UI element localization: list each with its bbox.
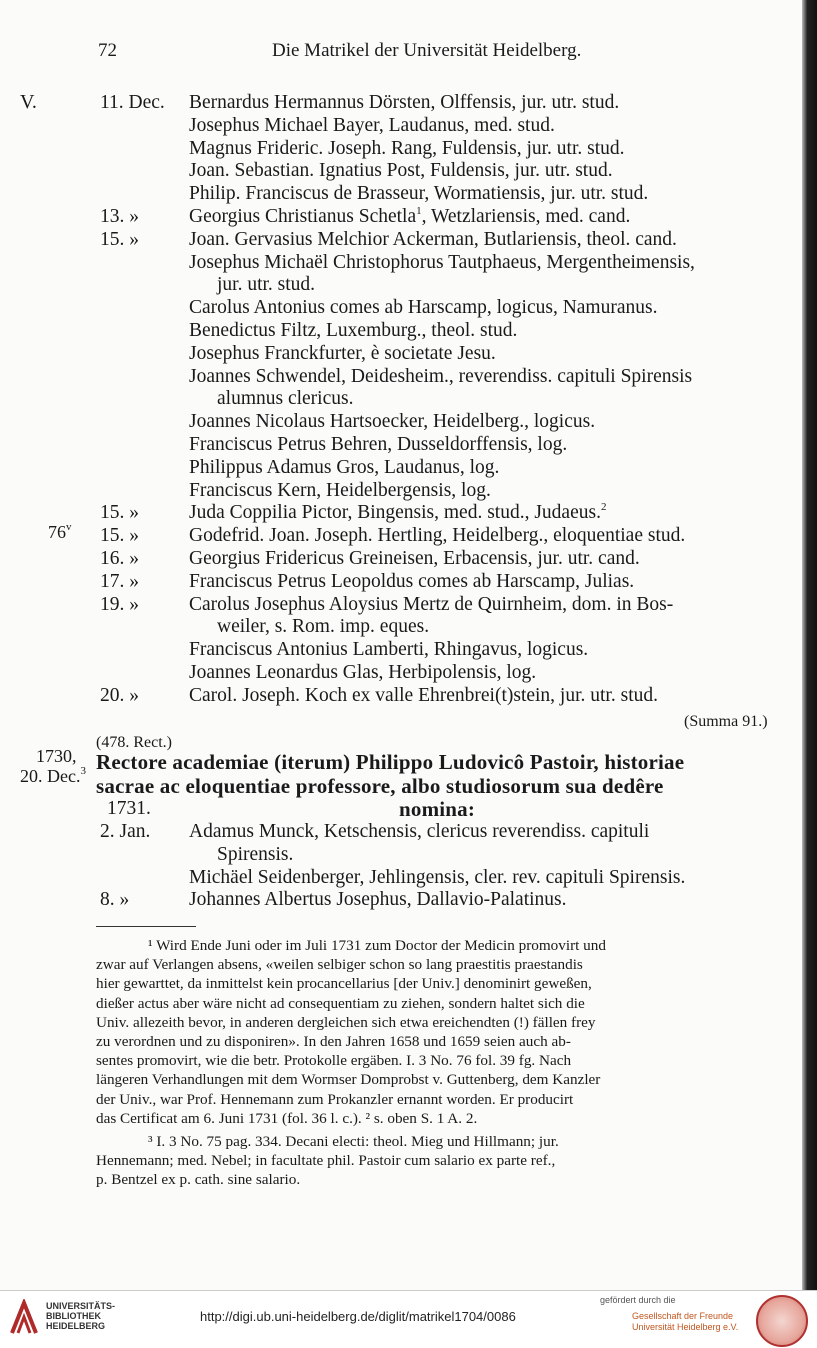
entry-text: Joannes Nicolaus Hartsoecker, Heidelberg., logicus. (189, 411, 596, 433)
source-url-link[interactable]: http://digi.ub.uni-heidelberg.de/diglit/matrikel1704/0086 (200, 1309, 516, 1324)
entry-text: Carol. Joseph. Koch ex valle Ehrenbrei(t)stein, jur. utr. stud. (189, 684, 658, 706)
entry-date: 11. Dec. (100, 92, 165, 113)
entry-text: Godefrid. Joan. Joseph. Hertling, Heidelberg., eloquentiae stud. (189, 525, 686, 547)
entry-date: 2. Jan. (100, 821, 151, 842)
university-seal-icon (756, 1295, 808, 1347)
sponsor-name: Gesellschaft der Freunde Universität Heidelberg e.V. (632, 1311, 739, 1332)
entry-text: Magnus Frideric. Joseph. Rang, Fuldensis, jur. utr. stud. (189, 137, 625, 159)
margin-year: 1730, (36, 746, 77, 766)
footnote-rule (96, 926, 196, 927)
entry-text: Spirensis. (217, 843, 294, 865)
entry-text: Juda Coppilia Pictor, Bingensis, med. stud., Judaeus.$^2$ (189, 501, 607, 524)
entry-text: Philippus Adamus Gros, Laudanus, log. (189, 456, 500, 478)
entry-date: 13. » (100, 206, 139, 227)
margin-folio: 76$^v$ (48, 521, 72, 542)
library-name: UNIVERSITÄTS- BIBLIOTHEK HEIDELBERG (46, 1301, 116, 1331)
entry-text: Josephus Michael Bayer, Laudanus, med. stud. (189, 114, 555, 136)
entry-text: Adamus Munck, Ketschensis, clericus reverendiss. capituli (189, 821, 650, 842)
margin-date: 20. Dec.$^3$ (20, 765, 86, 786)
footnote-line: zwar auf Verlangen absens, «weilen selbiger schon so lang praestitis praestandis (96, 956, 583, 974)
entry-date: 15. » (100, 228, 139, 250)
rect-number: (478. Rect.) (96, 734, 172, 751)
page-number: 72 (98, 40, 117, 61)
footnote-line: der Univ., war Prof. Hennemann zum Prokanzler ernannt worden. Er producirt (96, 1090, 574, 1108)
entry-text: Benedictus Filtz, Luxemburg., theol. stud. (189, 320, 518, 341)
footnote-line: p. Bentzel ex p. cath. sine salario. (96, 1171, 301, 1189)
entry-date: 15. » (100, 502, 139, 524)
page-edge (802, 0, 817, 1290)
entry-text: Franciscus Petrus Behren, Dusseldorffensis, log. (189, 434, 568, 455)
entry-text: Joan. Gervasius Melchior Ackerman, Butlariensis, theol. cand. (189, 228, 677, 250)
summa: (Summa 91.) (684, 713, 768, 730)
entry-text: alumnus clericus. (217, 388, 354, 410)
footnote-line: hier gewarttet, da inmittelst kein procancellarius [der Univ.] denominirt geweßen, (96, 975, 592, 993)
footnote-line: dießer actus aber wäre nicht ad consequentiam zu ziehen, sondern haltet sich die (96, 994, 585, 1012)
rector-heading-line2: sacrae ac eloquentiae professore, albo studiosorum sua dedêre (96, 774, 664, 798)
rector-heading-line1: Rectore academiae (iterum) Philippo Ludovicô Pastoir, historiae (96, 750, 685, 774)
library-logo-icon (10, 1299, 38, 1335)
footnote-line: zu verordnen und zu disponiren». In den Jahren 1658 und 1659 seien auch ab- (96, 1033, 571, 1050)
entry-text: Franciscus Antonius Lamberti, Rhingavus, logicus. (189, 639, 589, 661)
entry-text: Josephus Michaël Christophorus Tautphaeus, Mergentheimensis, (189, 251, 695, 273)
heading-year: 1731. (107, 798, 151, 819)
entry-text: Georgius Fridericus Greineisen, Erbacensis, jur. utr. cand. (189, 548, 640, 569)
entry-text: Franciscus Kern, Heidelbergensis, log. (189, 479, 491, 501)
entry-text: Joannes Schwendel, Deidesheim., reverendiss. capituli Spirensis (189, 365, 693, 387)
footnote-line: ³ I. 3 No. 75 pag. 334. Decani electi: theol. Mieg und Hillmann; jur. (148, 1133, 559, 1150)
footnote-line: Hennemann; med. Nebel; in facultate phil. Pastoir cum salario ex parte ref., (96, 1152, 556, 1170)
entry-text: Michäel Seidenberger, Jehlingensis, cler. rev. capituli Spirensis. (189, 866, 686, 888)
entry-date: 8. » (100, 889, 130, 911)
footnote-line: das Certificat am 6. Juni 1731 (fol. 36 l. c.). ² s. oben S. 1 A. 2. (96, 1109, 478, 1127)
entry-text: Georgius Christianus Schetla$^1$, Wetzlariensis, med. cand. (189, 205, 631, 227)
entry-text: Carolus Josephus Aloysius Mertz de Quirnheim, dom. in Bos- (189, 593, 674, 615)
viewer-footer (0, 1290, 817, 1348)
entry-text: jur. utr. stud. (217, 274, 316, 296)
entry-date: 17. » (100, 570, 139, 592)
footnote-line: längeren Verhandlungen mit dem Wormser Domprobst v. Guttenberg, dem Kanzler (96, 1071, 601, 1089)
entry-text: Carolus Antonius comes ab Harscamp, logicus, Namuranus. (189, 297, 658, 319)
entry-date: 20. » (100, 684, 139, 706)
entry-text: weiler, s. Rom. imp. eques. (217, 616, 430, 638)
footnote-line: Univ. allezeith bevor, in anderen dergleichen sich etwa ereichendten (!) fällen frey (96, 1013, 596, 1031)
heading-nomina: nomina: (399, 797, 476, 821)
entry-text: Johannes Albertus Josephus, Dallavio-Palatinus. (189, 889, 567, 911)
entry-date: 16. » (100, 548, 139, 569)
entry-text: Joannes Leonardus Glas, Herbipolensis, log. (189, 662, 537, 683)
sponsor-label: gefördert durch die (600, 1295, 676, 1305)
entry-date: 15. » (100, 525, 139, 547)
entry-text: Franciscus Petrus Leopoldus comes ab Harscamp, Julias. (189, 570, 635, 592)
running-title: Die Matrikel der Universität Heidelberg. (272, 40, 582, 61)
footnote-line: sentes promovirt, wie die betr. Protokolle ergäben. I. 3 No. 76 fol. 39 fg. Nach (96, 1052, 572, 1070)
entry-text: Joan. Sebastian. Ignatius Post, Fuldensis, jur. utr. stud. (189, 160, 613, 182)
entry-date: 19. » (100, 593, 139, 615)
entry-text: Philip. Franciscus de Brasseur, Wormatiensis, jur. utr. stud. (189, 183, 649, 205)
footnote-line: ¹ Wird Ende Juni oder im Juli 1731 zum Doctor der Medicin promovirt und (148, 937, 606, 954)
entry-text: Bernardus Hermannus Dörsten, Olffensis, jur. utr. stud. (189, 92, 620, 113)
entry-text: Josephus Franckfurter, è societate Jesu. (189, 342, 496, 364)
margin-section: V. (20, 91, 37, 113)
